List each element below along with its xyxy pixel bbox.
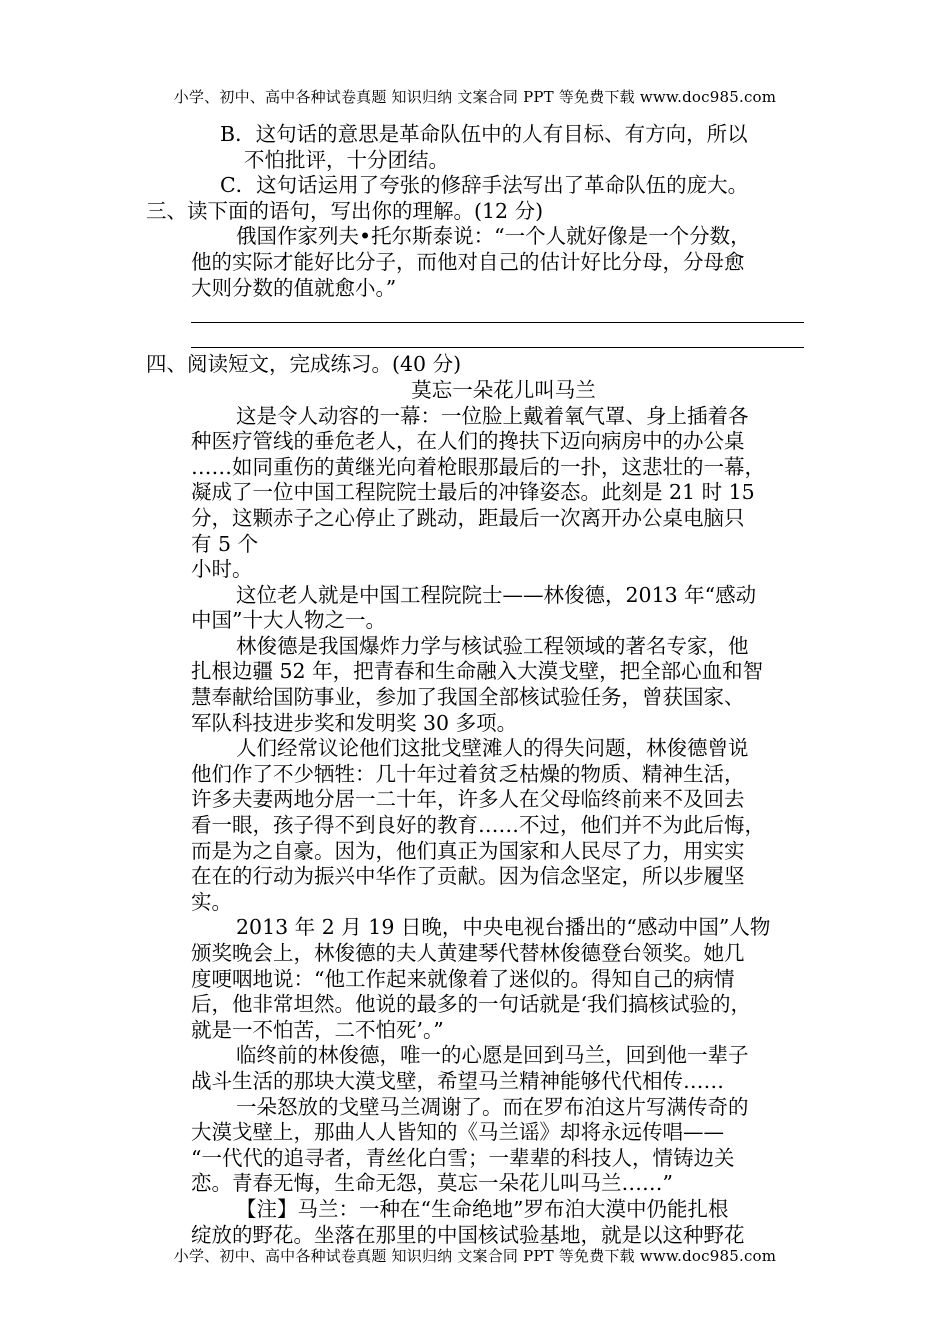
article-line: ……如同重伤的黄继光向着枪眼那最后的一扑，这悲壮的一幕，: [191, 454, 765, 479]
article-line: 有 5 个: [191, 531, 259, 556]
article-line: 种医疗管线的垂危老人，在人们的搀扶下迈向病房中的办公桌: [191, 429, 745, 454]
article-line: 凝成了一位中国工程院院士最后的冲锋姿态。此刻是 21 时 15: [191, 480, 755, 505]
article-title: 莫忘一朵花儿叫马兰: [411, 377, 596, 402]
article-line: 军队科技进步奖和发明奖 30 多项。: [191, 710, 518, 735]
article-line: 度哽咽地说：“他工作起来就像着了迷似的。得知自己的病情: [191, 966, 735, 991]
page-header: 小学、初中、高中各种试卷真题 知识归纳 文案合同 PPT 等免费下载 www.doc985.com: [173, 88, 777, 106]
answer-line-2[interactable]: [146, 327, 816, 353]
article-line: 林俊德是我国爆炸力学与核试验工程领域的著名专家，他: [236, 633, 749, 658]
article-body: [146, 404, 816, 1249]
article-line: 一朵怒放的戈壁马兰凋谢了。而在罗布泊这片写满传奇的: [236, 1094, 749, 1119]
article-line: 他们作了不少牺牲：几十年过着贫乏枯燥的物质、精神生活，: [191, 761, 745, 786]
article-line: 而是为之自豪。因为，他们真正为国家和人民尽了力，用实实: [191, 838, 745, 863]
article-line: 大漠戈壁上，那曲人人皆知的《马兰谣》却将永远传唱——: [191, 1120, 724, 1145]
section-3-quote-line-2: 他的实际才能好比分子，而他对自己的估计好比分母，分母愈: [191, 249, 745, 274]
article-line: 就是一不怕苦，二不怕死’。”: [191, 1017, 444, 1042]
article-line: 临终前的林俊德，唯一的心愿是回到马兰，回到他一辈子: [236, 1043, 749, 1068]
page-footer: 小学、初中、高中各种试卷真题 知识归纳 文案合同 PPT 等免费下载 www.doc985.com: [173, 1247, 777, 1265]
article-line: 中国”十大人物之一。: [191, 608, 386, 633]
section-3-quote-line-1: 俄国作家列夫•托尔斯泰说：“一个人就好像是一个分数，: [236, 224, 751, 249]
section-3-heading: 三、读下面的语句，写出你的理解。(12 分): [146, 198, 544, 223]
option-b-line-2: 不怕批评，十分团结。: [244, 147, 449, 172]
article-line: 扎根边疆 52 年，把青春和生命融入大漠戈壁，把全部心血和智: [191, 659, 764, 684]
article-line: 绽放的野花。坐落在那里的中国核试验基地，就是以这种野花: [191, 1222, 745, 1247]
article-line: 【注】马兰：一种在“生命绝地”罗布泊大漠中仍能扎根: [236, 1196, 729, 1221]
answer-line-1[interactable]: [146, 301, 816, 327]
article-line: 人们经常议论他们这批戈壁滩人的得失问题，林俊德曾说: [236, 736, 749, 761]
article-line: 小时。: [191, 557, 253, 582]
article-line: 许多夫妻两地分居一二十年，许多人在父母临终前来不及回去: [191, 787, 745, 812]
article-line: 这是令人动容的一幕：一位脸上戴着氧气罩、身上插着各: [236, 403, 749, 428]
article-line: 实。: [191, 889, 232, 914]
exam-page-content: [146, 122, 816, 1248]
article-line: 恋。青春无悔，生命无怨，莫忘一朵花儿叫马兰……”: [191, 1171, 673, 1196]
article-line: 分，这颗赤子之心停止了跳动，距最后一次离开办公桌电脑只: [191, 505, 745, 530]
article-line: 慧奉献给国防事业，参加了我国全部核试验任务，曾获国家、: [191, 685, 745, 710]
article-line: 2013 年 2 月 19 日晚，中央电视台播出的“感动中国”人物: [236, 915, 771, 940]
article-line: 战斗生活的那块大漠戈壁，希望马兰精神能够代代相传……: [191, 1068, 724, 1093]
article-line: 这位老人就是中国工程院院士——林俊德，2013 年“感动: [236, 582, 757, 607]
option-b-line-1: B．这句话的意思是革命队伍中的人有目标、有方向，所以: [220, 122, 748, 146]
option-c: C．这句话运用了夸张的修辞手法写出了革命队伍的庞大。: [220, 173, 749, 198]
article-line: 在在的行动为振兴中华作了贡献。因为信念坚定，所以步履坚: [191, 864, 745, 889]
section-4-heading: 四、阅读短文，完成练习。(40 分): [146, 352, 462, 377]
article-line: 后，他非常坦然。他说的最多的一句话就是‘我们搞核试验的，: [191, 992, 752, 1017]
article-line: 颁奖晚会上，林俊德的夫人黄建琴代替林俊德登台领奖。她几: [191, 941, 745, 965]
article-line: 看一眼，孩子得不到良好的教育……不过，他们并不为此后悔，: [191, 813, 765, 838]
article-line: “一代代的追寻者，青丝化白雪；一辈辈的科技人，情铸边关: [191, 1145, 735, 1170]
section-3-quote-line-3: 大则分数的值就愈小。”: [191, 275, 397, 300]
